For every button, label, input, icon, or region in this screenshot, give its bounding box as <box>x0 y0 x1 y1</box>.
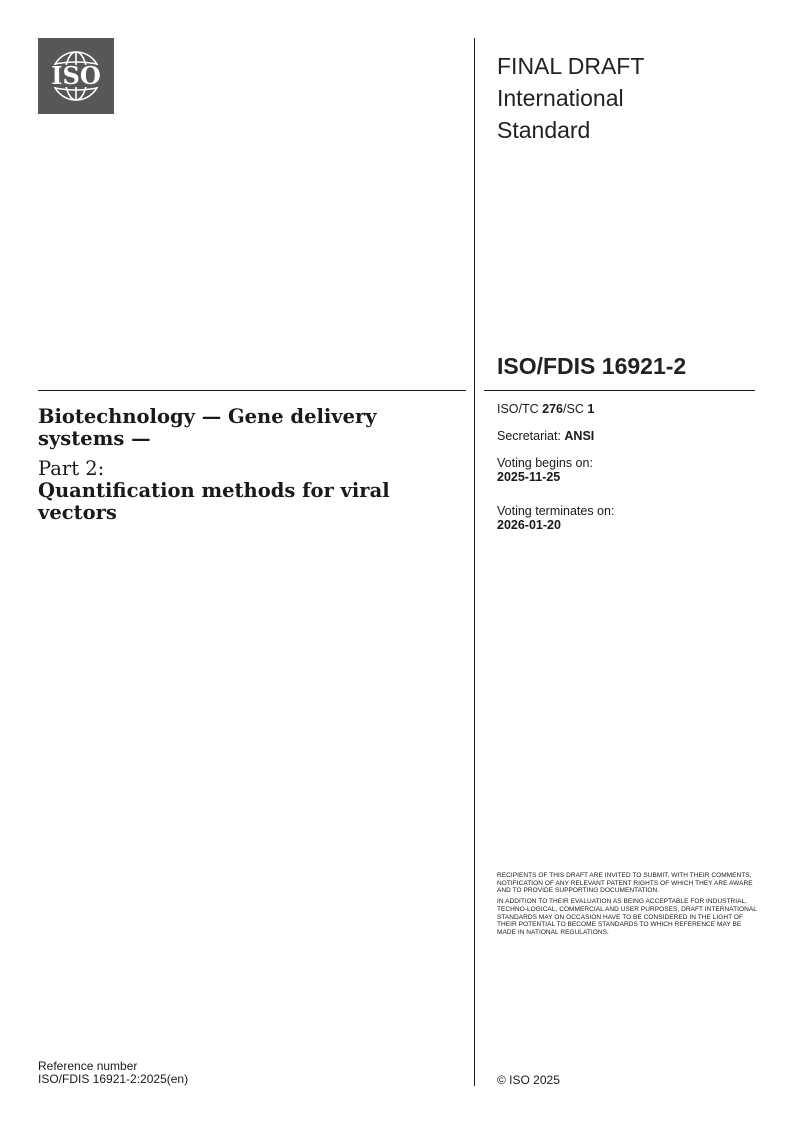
voting-terminates-date: 2026-01-20 <box>497 518 561 532</box>
status-line-2: International <box>497 85 624 111</box>
reference-value: ISO/FDIS 16921-2:2025(en) <box>38 1072 189 1086</box>
secretariat-value: ANSI <box>564 429 595 443</box>
part-title: Quantification methods for viral vectors <box>38 479 390 524</box>
part-label: Part 2: <box>38 457 105 480</box>
reference-label: Reference number <box>38 1059 138 1073</box>
committee-sep: /SC <box>563 402 588 416</box>
title-rule-left <box>38 390 466 391</box>
iso-logo <box>38 38 114 114</box>
copyright: © ISO 2025 <box>497 1073 560 1087</box>
secretariat-label: Secretariat: <box>497 429 565 443</box>
column-divider <box>474 38 475 1086</box>
title-rule-right <box>484 390 755 391</box>
iso-globe-icon <box>38 38 114 114</box>
committee-tc: 276 <box>542 402 564 416</box>
committee-sc: 1 <box>587 402 595 416</box>
status-line-1: FINAL DRAFT <box>497 53 645 79</box>
notice-paragraph-2: IN ADDITION TO THEIR EVALUATION AS BEING ACCEPTABLE FOR INDUSTRIAL, TECHNO-LOGICAL, COMMERCIAL AND USER PURPOSES, DRAFT INTERNATIONAL STANDARDS MAY ON OCCASION HAVE TO BE CONSIDERED IN THE LIGHT OF THEIR POTENTIAL TO BECOME STANDARDS TO WHICH REFERENCE MAY BE MADE IN NATIONAL REGULATIONS. <box>497 898 757 936</box>
document-number: ISO/FDIS 16921-2 <box>497 353 687 379</box>
committee-info <box>497 402 594 416</box>
iso-logo-text: ISO <box>51 61 101 90</box>
voting-begins-date: 2025-11-25 <box>497 470 561 484</box>
committee-prefix: ISO/TC <box>497 402 543 416</box>
document-status <box>497 50 767 146</box>
reference-number <box>38 1060 188 1086</box>
notice-paragraph-1: RECIPIENTS OF THIS DRAFT ARE INVITED TO SUBMIT, WITH THEIR COMMENTS, NOTIFICATION OF ANY RELEVANT PATENT RIGHTS OF WHICH THEY ARE AWARE AND TO PROVIDE SUPPORTING DOCUMENTATION. <box>497 872 753 895</box>
voting-begins <box>497 456 593 484</box>
document-title <box>38 406 448 524</box>
voting-begins-label: Voting begins on: <box>497 456 593 470</box>
draft-notice <box>497 872 759 940</box>
voting-terminates <box>497 504 614 532</box>
voting-terminates-label: Voting terminates on: <box>497 504 615 518</box>
status-line-3: Standard <box>497 117 591 143</box>
secretariat-info <box>497 429 594 443</box>
main-title: Biotechnology — Gene delivery systems — <box>38 405 377 450</box>
